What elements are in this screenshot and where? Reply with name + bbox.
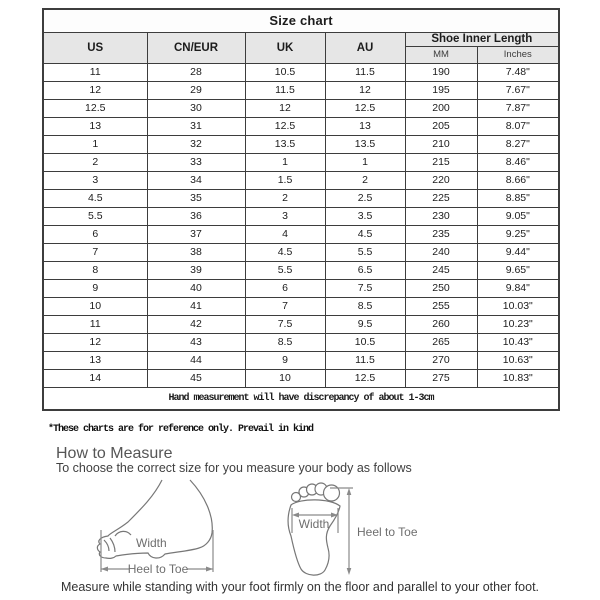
how-to-measure-heading: How to Measure xyxy=(56,445,173,462)
table-cell: 30 xyxy=(147,99,245,117)
table-cell: 240 xyxy=(405,243,477,261)
table-cell: 13 xyxy=(43,117,147,135)
size-chart-title-row xyxy=(43,9,559,32)
table-cell: 4.5 xyxy=(325,225,405,243)
table-cell: 7 xyxy=(43,243,147,261)
toe-big xyxy=(324,485,340,501)
table-cell: 10.83" xyxy=(477,369,559,387)
side-heel-to-toe-label: Heel to Toe xyxy=(127,562,189,576)
table-cell: 250 xyxy=(405,279,477,297)
table-cell: 10.23" xyxy=(477,315,559,333)
table-cell: 13.5 xyxy=(245,135,325,153)
table-row xyxy=(43,369,559,387)
table-row xyxy=(43,153,559,171)
table-cell: 5.5 xyxy=(325,243,405,261)
col-header-cn-eur: CN/EUR xyxy=(147,32,245,63)
column-header-row xyxy=(43,32,559,46)
table-cell: 5.5 xyxy=(43,207,147,225)
table-cell: 35 xyxy=(147,189,245,207)
table-cell: 29 xyxy=(147,81,245,99)
table-cell: 34 xyxy=(147,171,245,189)
table-cell: 8.5 xyxy=(245,333,325,351)
table-cell: 195 xyxy=(405,81,477,99)
table-cell: 1.5 xyxy=(245,171,325,189)
table-cell: 38 xyxy=(147,243,245,261)
table-cell: 7.87" xyxy=(477,99,559,117)
table-cell: 9.84" xyxy=(477,279,559,297)
table-cell: 40 xyxy=(147,279,245,297)
table-cell: 275 xyxy=(405,369,477,387)
table-cell: 45 xyxy=(147,369,245,387)
table-cell: 12 xyxy=(43,81,147,99)
table-cell: 10 xyxy=(43,297,147,315)
table-cell: 8.5 xyxy=(325,297,405,315)
table-cell: 12.5 xyxy=(325,369,405,387)
table-cell: 11 xyxy=(43,63,147,81)
table-cell: 3 xyxy=(43,171,147,189)
table-cell: 10.63" xyxy=(477,351,559,369)
table-cell: 7.67" xyxy=(477,81,559,99)
how-to-measure-subtitle: To choose the correct size for you measure your body as follows xyxy=(56,461,412,475)
table-cell: 41 xyxy=(147,297,245,315)
table-cell: 9.05" xyxy=(477,207,559,225)
side-arrowhead-right xyxy=(206,567,213,572)
side-width-label: Width xyxy=(136,536,167,550)
table-cell: 33 xyxy=(147,153,245,171)
table-cell: 8.46" xyxy=(477,153,559,171)
table-cell: 13 xyxy=(325,117,405,135)
size-chart-title: Size chart xyxy=(43,9,559,32)
table-footer-row xyxy=(43,387,559,410)
table-cell: 8.27" xyxy=(477,135,559,153)
table-cell: 9.25" xyxy=(477,225,559,243)
table-cell: 12.5 xyxy=(245,117,325,135)
table-cell: 44 xyxy=(147,351,245,369)
table-cell: 10 xyxy=(245,369,325,387)
table-cell: 245 xyxy=(405,261,477,279)
table-cell: 13.5 xyxy=(325,135,405,153)
table-footer-note: Hand measurement will have discrepancy of about 1-3cm xyxy=(43,387,559,410)
table-cell: 5.5 xyxy=(245,261,325,279)
table-cell: 39 xyxy=(147,261,245,279)
size-chart-table xyxy=(42,8,560,411)
col-header-au: AU xyxy=(325,32,405,63)
table-row xyxy=(43,315,559,333)
table-cell: 6 xyxy=(245,279,325,297)
table-row xyxy=(43,297,559,315)
table-row xyxy=(43,261,559,279)
table-row xyxy=(43,243,559,261)
table-cell: 42 xyxy=(147,315,245,333)
col-header-us: US xyxy=(43,32,147,63)
table-cell: 11.5 xyxy=(325,63,405,81)
sole-heel-to-toe-label: Heel to Toe xyxy=(357,525,418,539)
table-cell: 4.5 xyxy=(43,189,147,207)
table-row xyxy=(43,189,559,207)
table-cell: 8 xyxy=(43,261,147,279)
table-cell: 36 xyxy=(147,207,245,225)
table-cell: 11.5 xyxy=(325,351,405,369)
table-cell: 3 xyxy=(245,207,325,225)
table-cell: 2 xyxy=(325,171,405,189)
table-cell: 2 xyxy=(43,153,147,171)
table-cell: 260 xyxy=(405,315,477,333)
table-cell: 10.5 xyxy=(245,63,325,81)
table-row xyxy=(43,81,559,99)
table-cell: 9 xyxy=(43,279,147,297)
reference-note: *These charts are for reference only. Prevail in kind xyxy=(48,424,314,435)
table-cell: 32 xyxy=(147,135,245,153)
table-cell: 9.44" xyxy=(477,243,559,261)
table-cell: 43 xyxy=(147,333,245,351)
table-row xyxy=(43,99,559,117)
table-cell: 12 xyxy=(43,333,147,351)
table-cell: 255 xyxy=(405,297,477,315)
footprint-diagram xyxy=(288,483,418,575)
table-cell: 8.07" xyxy=(477,117,559,135)
table-cell: 225 xyxy=(405,189,477,207)
col-header-shoe-inner-length: Shoe Inner Length xyxy=(405,32,559,46)
table-cell: 265 xyxy=(405,333,477,351)
table-cell: 31 xyxy=(147,117,245,135)
table-cell: 37 xyxy=(147,225,245,243)
table-cell: 2.5 xyxy=(325,189,405,207)
table-cell: 230 xyxy=(405,207,477,225)
table-cell: 7.5 xyxy=(325,279,405,297)
table-row xyxy=(43,135,559,153)
table-cell: 12 xyxy=(325,81,405,99)
table-cell: 200 xyxy=(405,99,477,117)
table-cell: 190 xyxy=(405,63,477,81)
table-cell: 6.5 xyxy=(325,261,405,279)
measure-diagram xyxy=(0,478,600,578)
table-cell: 215 xyxy=(405,153,477,171)
table-row xyxy=(43,225,559,243)
table-row xyxy=(43,63,559,81)
table-cell: 2 xyxy=(245,189,325,207)
table-cell: 1 xyxy=(43,135,147,153)
table-cell: 10.03" xyxy=(477,297,559,315)
side-arrowhead-left xyxy=(101,567,108,572)
table-cell: 9 xyxy=(245,351,325,369)
col-header-uk: UK xyxy=(245,32,325,63)
table-cell: 9.65" xyxy=(477,261,559,279)
table-cell: 1 xyxy=(325,153,405,171)
col-header-inches: Inches xyxy=(477,46,559,63)
table-cell: 11 xyxy=(43,315,147,333)
table-row xyxy=(43,207,559,225)
col-header-mm: MM xyxy=(405,46,477,63)
table-cell: 11.5 xyxy=(245,81,325,99)
table-cell: 7.48" xyxy=(477,63,559,81)
table-cell: 8.66" xyxy=(477,171,559,189)
measure-caption: Measure while standing with your foot firmly on the floor and parallel to your other foot. xyxy=(60,580,540,594)
toe-detail-lines xyxy=(104,531,131,552)
table-cell: 12 xyxy=(245,99,325,117)
table-cell: 6 xyxy=(43,225,147,243)
table-row xyxy=(43,351,559,369)
table-cell: 9.5 xyxy=(325,315,405,333)
table-cell: 4.5 xyxy=(245,243,325,261)
table-cell: 7.5 xyxy=(245,315,325,333)
footprint-outline xyxy=(288,500,340,575)
table-cell: 220 xyxy=(405,171,477,189)
table-cell: 12.5 xyxy=(325,99,405,117)
table-cell: 12.5 xyxy=(43,99,147,117)
table-row xyxy=(43,171,559,189)
table-row xyxy=(43,279,559,297)
table-cell: 13 xyxy=(43,351,147,369)
table-cell: 210 xyxy=(405,135,477,153)
table-row xyxy=(43,333,559,351)
size-table-body xyxy=(43,63,559,387)
table-cell: 4 xyxy=(245,225,325,243)
table-cell: 205 xyxy=(405,117,477,135)
table-cell: 3.5 xyxy=(325,207,405,225)
foot-side-view-diagram xyxy=(97,480,213,576)
table-cell: 10.43" xyxy=(477,333,559,351)
table-cell: 8.85" xyxy=(477,189,559,207)
table-cell: 1 xyxy=(245,153,325,171)
table-row xyxy=(43,117,559,135)
sole-width-label: Width xyxy=(298,517,330,531)
table-cell: 235 xyxy=(405,225,477,243)
table-cell: 270 xyxy=(405,351,477,369)
sole-arrowhead-bottom xyxy=(347,568,352,575)
table-cell: 28 xyxy=(147,63,245,81)
sole-arrowhead-top xyxy=(347,488,352,495)
table-cell: 7 xyxy=(245,297,325,315)
table-cell: 10.5 xyxy=(325,333,405,351)
table-cell: 14 xyxy=(43,369,147,387)
